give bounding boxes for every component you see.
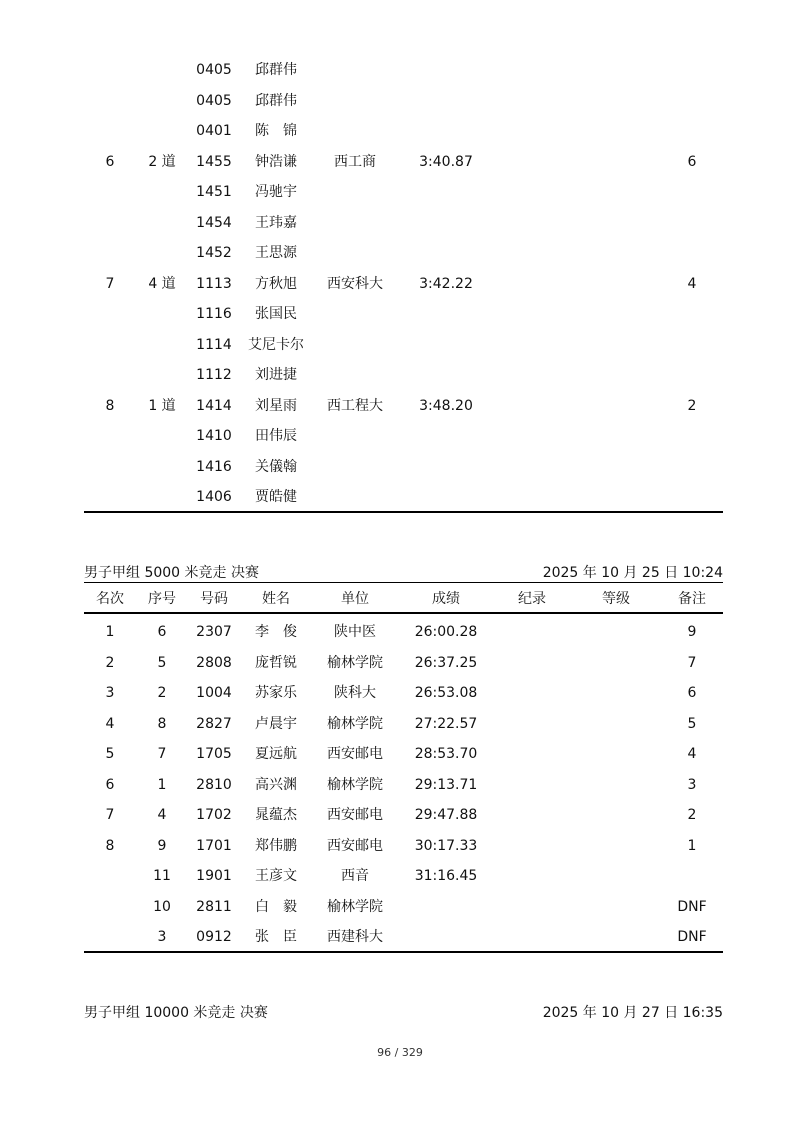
result-name: 郑伟鹏: [255, 837, 297, 854]
result-note: 5: [687, 715, 697, 732]
relay-number: 1451: [196, 184, 232, 200]
result-name: 李 俊: [255, 624, 297, 640]
relay-number: 1406: [196, 489, 232, 505]
relay-number: 1116: [196, 306, 232, 322]
relay-unit: 西工程大: [327, 397, 383, 414]
relay-performance: 3:48.20: [419, 397, 473, 414]
result-order: 1: [157, 776, 167, 793]
result-note: 2: [687, 807, 697, 823]
relay-unit: 西安科大: [327, 275, 383, 292]
result-unit: 榆林学院: [327, 776, 383, 793]
relay-number: 1455: [196, 153, 232, 170]
event-10000-title: 男子甲组 10000 米竞走 决赛: [84, 1005, 268, 1021]
result-rank: 1: [105, 624, 115, 640]
relay-number: 0405: [196, 92, 232, 109]
result-rank: 6: [105, 776, 115, 793]
header-grade: 等级: [602, 591, 630, 607]
relay-note: 6: [687, 153, 697, 170]
result-order: 2: [157, 685, 167, 701]
header-performance: 成绩: [432, 591, 460, 607]
relay-table-bottom-rule: [84, 511, 723, 513]
result-rank: 8: [105, 837, 115, 854]
result-number: 2810: [196, 776, 232, 793]
result-performance: 29:47.88: [414, 807, 478, 823]
result-rank: 2: [105, 654, 115, 671]
relay-name: 贾皓健: [255, 489, 297, 505]
result-unit: 西音: [341, 868, 369, 884]
result-performance: 26:53.08: [414, 685, 478, 701]
result-unit: 西安邮电: [327, 837, 383, 854]
result-unit: 陕中医: [334, 624, 376, 640]
result-number: 0912: [196, 929, 232, 945]
result-name: 王彦文: [255, 868, 297, 884]
result-performance: 30:17.33: [414, 837, 478, 854]
relay-number: 1113: [196, 275, 232, 292]
relay-name: 邱群伟: [255, 92, 297, 109]
header-unit: 单位: [341, 591, 369, 607]
result-note: 3: [687, 776, 697, 793]
result-rank: 4: [105, 715, 115, 732]
result-rank: 5: [105, 746, 115, 762]
result-performance: 26:37.25: [414, 654, 478, 671]
relay-name: 刘星雨: [255, 397, 297, 414]
header-record: 纪录: [518, 591, 546, 607]
result-name: 高兴渊: [255, 776, 297, 793]
result-number: 1705: [196, 746, 232, 762]
relay-performance: 3:40.87: [419, 153, 473, 170]
result-note: 1: [687, 837, 697, 854]
relay-rank: 8: [105, 397, 115, 414]
relay-name: 张国民: [255, 306, 297, 322]
result-unit: 榆林学院: [327, 654, 383, 671]
result-performance: 31:16.45: [414, 868, 478, 884]
result-note: 4: [687, 746, 697, 762]
result-note: DNF: [677, 898, 707, 915]
result-name: 晁蕴杰: [255, 807, 297, 823]
result-performance: 26:00.28: [414, 624, 478, 640]
result-performance: 27:22.57: [414, 715, 478, 732]
relay-number: 1414: [196, 397, 232, 414]
result-rank: 3: [105, 685, 115, 701]
relay-name: 艾尼卡尔: [248, 336, 304, 353]
result-number: 1702: [196, 807, 232, 823]
result-unit: 西建科大: [327, 929, 383, 945]
result-order: 8: [157, 715, 167, 732]
result-order: 9: [157, 837, 167, 854]
result-name: 张 臣: [255, 929, 297, 945]
relay-lane: 1 道: [148, 397, 176, 414]
result-order: 6: [157, 624, 167, 640]
event-5000-header-rule: [84, 612, 723, 614]
relay-name: 关儀翰: [255, 458, 297, 475]
relay-name: 邱群伟: [255, 62, 297, 78]
result-order: 4: [157, 807, 167, 823]
relay-rank: 6: [105, 153, 115, 170]
result-rank: 7: [105, 807, 115, 823]
result-unit: 陕科大: [334, 685, 376, 701]
result-note: 9: [687, 624, 697, 640]
result-unit: 榆林学院: [327, 715, 383, 732]
header-note: 备注: [678, 591, 706, 607]
event-5000-title: 男子甲组 5000 米竞走 决赛: [84, 565, 259, 581]
result-unit: 西安邮电: [327, 746, 383, 762]
relay-performance: 3:42.22: [419, 275, 473, 292]
result-order: 10: [153, 898, 171, 915]
relay-rank: 7: [105, 275, 115, 292]
page-number: 96 / 329: [377, 1046, 423, 1059]
result-number: 2808: [196, 654, 232, 671]
result-note: DNF: [677, 929, 707, 945]
relay-unit: 西工商: [334, 153, 376, 170]
result-unit: 榆林学院: [327, 898, 383, 915]
result-name: 卢晨宇: [255, 715, 297, 732]
event-10000-datetime: 2025 年 10 月 27 日 16:35: [542, 1005, 723, 1021]
result-number: 2811: [196, 898, 232, 915]
relay-lane: 2 道: [148, 153, 176, 170]
relay-number: 1452: [196, 245, 232, 261]
result-note: 7: [687, 654, 697, 671]
relay-number: 1114: [196, 336, 232, 353]
result-number: 2307: [196, 624, 232, 640]
relay-number: 0405: [196, 62, 232, 78]
relay-name: 钟浩谦: [255, 153, 297, 170]
event-5000-datetime: 2025 年 10 月 25 日 10:24: [542, 565, 723, 581]
result-note: 6: [687, 685, 697, 701]
result-number: 1004: [196, 685, 232, 701]
relay-name: 方秋旭: [255, 275, 297, 292]
result-performance: 28:53.70: [414, 746, 478, 762]
relay-name: 陈 锦: [255, 123, 297, 139]
result-number: 1901: [196, 868, 232, 884]
result-number: 2827: [196, 715, 232, 732]
relay-name: 冯驰宇: [255, 184, 297, 200]
result-order: 7: [157, 746, 167, 762]
relay-number: 1454: [196, 214, 232, 231]
relay-name: 刘进捷: [255, 367, 297, 383]
result-performance: 29:13.71: [414, 776, 478, 793]
result-name: 庞哲锐: [255, 654, 297, 671]
header-order: 序号: [148, 591, 176, 607]
result-name: 苏家乐: [255, 685, 297, 701]
result-unit: 西安邮电: [327, 807, 383, 823]
result-order: 5: [157, 654, 167, 671]
relay-number: 1416: [196, 458, 232, 475]
relay-name: 王思源: [255, 245, 297, 261]
result-name: 夏远航: [255, 746, 297, 762]
relay-number: 0401: [196, 123, 232, 139]
relay-name: 王玮嘉: [255, 214, 297, 231]
event-5000-bottom-rule: [84, 951, 723, 953]
result-name: 白 毅: [255, 898, 297, 915]
event-5000-top-rule: [84, 582, 723, 583]
relay-number: 1112: [196, 367, 232, 383]
relay-number: 1410: [196, 428, 232, 444]
relay-note: 4: [687, 275, 697, 292]
result-order: 11: [153, 868, 171, 884]
relay-name: 田伟辰: [255, 428, 297, 444]
relay-lane: 4 道: [148, 275, 176, 292]
header-number: 号码: [200, 591, 228, 607]
result-order: 3: [157, 929, 167, 945]
header-rank: 名次: [96, 591, 124, 607]
result-number: 1701: [196, 837, 232, 854]
header-name: 姓名: [262, 591, 290, 607]
relay-note: 2: [687, 397, 697, 414]
